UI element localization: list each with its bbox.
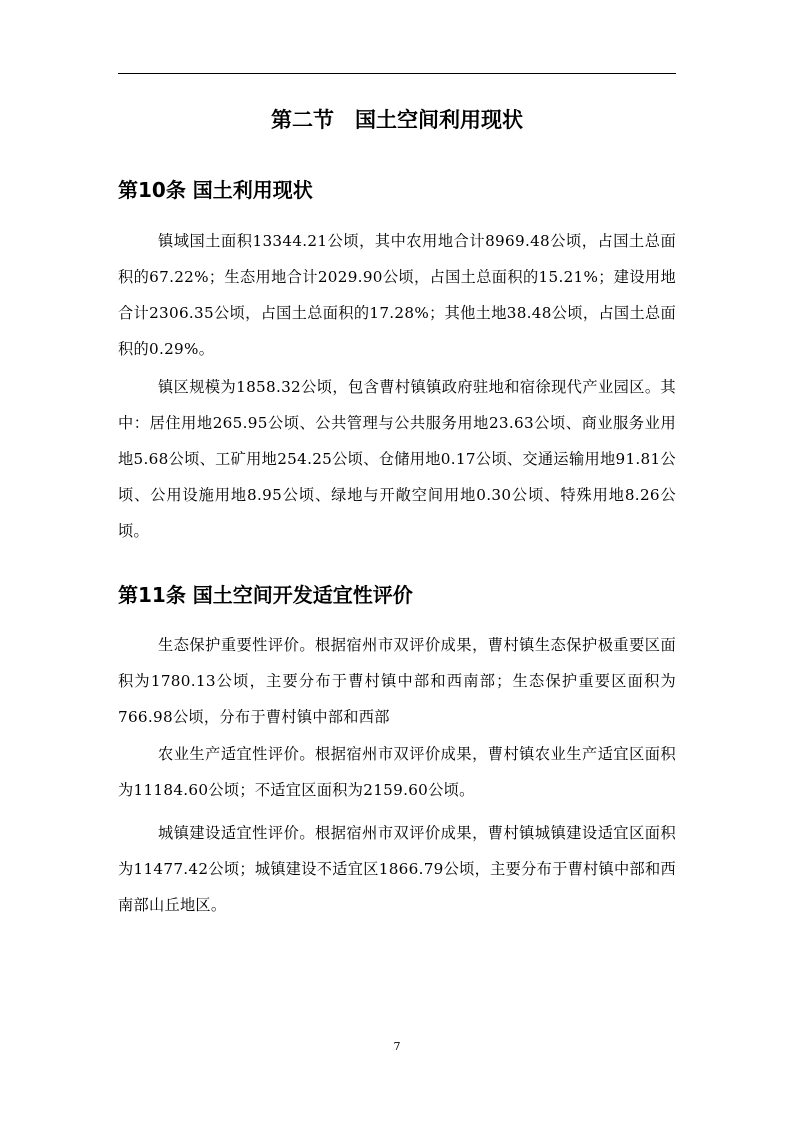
article-11-paragraph-3: 城镇建设适宜性评价。根据宿州市双评价成果，曹村镇城镇建设适宜区面积为11477.42公顷；城镇建设不适宜区1866.79公顷，主要分布于曹村镇中部和西南部山丘地区。: [118, 824, 676, 914]
section-title: 第二节 国土空间利用现状: [271, 108, 523, 132]
article-10-paragraph-2: 镇区规模为1858.32公顷，包含曹村镇镇政府驻地和宿徐现代产业园区。其中：居住用地265.95公顷、公共管理与公共服务用地23.63公顷、商业服务业用地5.68公顷、工矿用地254.25公顷、仓储用地0.17公顷、交通运输用地91.81公顷、公用设施用地8.95公顷、绿地与开敞空间用地0.30公顷、特殊用地8.26公顷。: [118, 378, 676, 540]
article-11-heading: 第11条 国土空间开发适宜性评价: [118, 583, 413, 607]
article-11-paragraph-2: 农业生产适宜性评价。根据宿州市双评价成果，曹村镇农业生产适宜区面积为11184.60公顷；不适宜区面积为2159.60公顷。: [118, 745, 676, 799]
article-11-paragraph-1: 生态保护重要性评价。根据宿州市双评价成果，曹村镇生态保护极重要区面积为1780.13公顷，主要分布于曹村镇中部和西南部；生态保护重要区面积为766.98公顷，分布于曹村镇中部和西部: [118, 636, 676, 726]
article-10-paragraph-1: 镇域国土面积13344.21公顷，其中农用地合计8969.48公顷，占国土总面积的67.22%；生态用地合计2029.90公顷，占国土总面积的15.21%；建设用地合计2306.35公顷，占国土总面积的17.28%；其他土地38.48公顷，占国土总面积的0.29%。: [118, 232, 676, 358]
header-rule: [118, 73, 676, 74]
article-10-heading: 第10条 国土利用现状: [118, 178, 313, 202]
page-number: 7: [393, 1040, 401, 1053]
